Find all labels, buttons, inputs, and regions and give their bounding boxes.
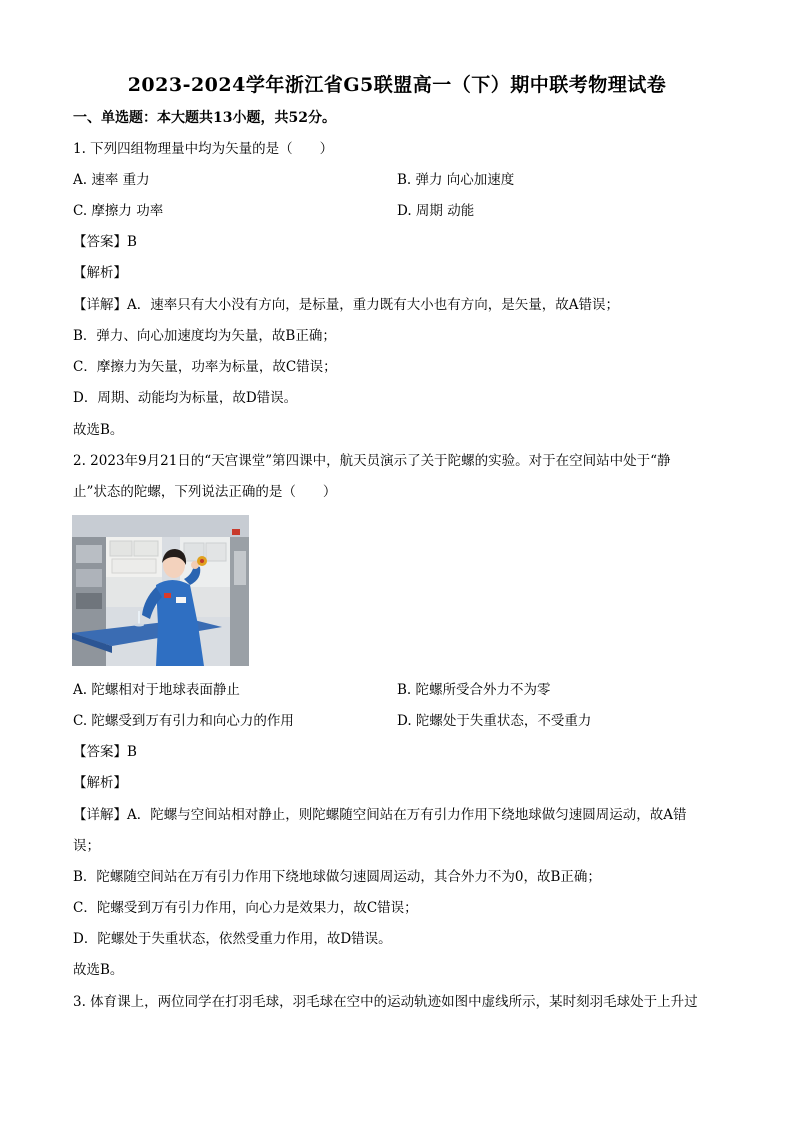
q1-detail-line: B．弹力、向心加速度均为矢量，故B正确；	[73, 328, 336, 344]
q1-detail-line: 【详解】A．速率只有大小没有方向，是标量，重力既有大小也有方向，是矢量，故A错误；	[73, 297, 619, 313]
q1-option-d: D. 周期 动能	[397, 203, 475, 219]
q1-detail-line: C．摩擦力为矢量，功率为标量，故C错误；	[73, 359, 337, 375]
q1-option-c: C. 摩擦力 功率	[73, 203, 164, 219]
q2-detail-line: B．陀螺随空间站在万有引力作用下绕地球做匀速圆周运动，其合外力不为0，故B正确；	[73, 869, 601, 885]
page-title: 2023-2024学年浙江省G5联盟高一（下）期中联考物理试卷	[127, 74, 667, 96]
q1-detail-line: 故选B。	[73, 422, 124, 438]
astronaut-photo	[72, 515, 249, 666]
q2-answer: 【答案】B	[73, 744, 137, 760]
question-1-stem: 1. 下列四组物理量中均为矢量的是（ ）	[73, 141, 334, 157]
q2-analysis-label: 【解析】	[73, 775, 127, 791]
q1-answer: 【答案】B	[73, 234, 137, 250]
q2-option-d: D. 陀螺处于失重状态，不受重力	[397, 713, 592, 729]
q2-option-c: C. 陀螺受到万有引力和向心力的作用	[73, 713, 294, 729]
q1-detail-line: D．周期、动能均为标量，故D错误。	[73, 390, 298, 406]
q2-detail-line: 误；	[73, 838, 100, 854]
question-3-stem: 3. 体育课上，两位同学在打羽毛球，羽毛球在空中的运动轨迹如图中虚线所示，某时刻羽毛球处于上升过	[73, 994, 698, 1010]
astronaut-illustration	[72, 515, 249, 666]
q2-detail-line: D．陀螺处于失重状态，依然受重力作用，故D错误。	[73, 931, 392, 947]
q1-option-b: B. 弹力 向心加速度	[397, 172, 515, 188]
q1-option-a: A. 速率 重力	[73, 172, 150, 188]
q2-detail-line: C．陀螺受到万有引力作用，向心力是效果力，故C错误；	[73, 900, 418, 916]
section-heading: 一、单选题：本大题共13小题，共52分。	[73, 110, 336, 126]
q2-option-a: A. 陀螺相对于地球表面静止	[73, 682, 240, 698]
q2-detail-line: 故选B。	[73, 962, 124, 978]
q2-detail-line: 【详解】A．陀螺与空间站相对静止，则陀螺随空间站在万有引力作用下绕地球做匀速圆周运动，故A错	[73, 807, 687, 823]
question-2-stem: 2. 2023年9月21日的“天宫课堂”第四课中，航天员演示了关于陀螺的实验。对于在空间站中处于“静	[73, 453, 671, 469]
q1-analysis-label: 【解析】	[73, 265, 127, 281]
question-2-stem-cont: 止”状态的陀螺，下列说法正确的是（ ）	[73, 484, 337, 500]
q2-option-b: B. 陀螺所受合外力不为零	[397, 682, 551, 698]
